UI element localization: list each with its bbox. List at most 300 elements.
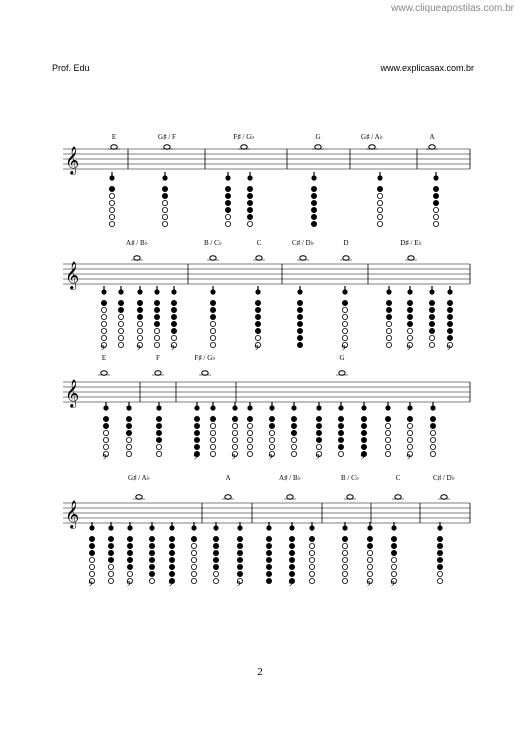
open-hole: [137, 328, 142, 333]
closed-hole: [430, 423, 435, 428]
closed-hole: [237, 550, 242, 555]
whole-note: [441, 495, 447, 499]
open-hole: [162, 200, 167, 205]
octave-key-dot: [89, 525, 94, 530]
closed-hole: [266, 564, 271, 569]
note-name-label: G♯ / A♭: [128, 474, 150, 482]
closed-hole: [169, 564, 174, 569]
octave-key-dot: [103, 405, 108, 410]
open-hole: [191, 557, 196, 562]
closed-hole: [149, 564, 154, 569]
open-hole: [156, 451, 161, 456]
closed-hole: [237, 564, 242, 569]
octave-key-dot: [101, 289, 106, 294]
closed-hole: [149, 536, 154, 541]
closed-hole: [429, 307, 434, 312]
open-hole: [210, 423, 215, 428]
open-hole: [191, 543, 196, 548]
side-key-scroll-icon: 𝄢: [446, 345, 452, 355]
open-hole: [430, 430, 435, 435]
closed-hole: [108, 543, 113, 548]
side-key-scroll-icon: 𝄢: [366, 581, 372, 591]
closed-hole: [213, 557, 218, 562]
open-hole: [309, 571, 314, 576]
closed-hole: [407, 314, 412, 319]
note-name-label: E: [101, 354, 107, 362]
closed-hole: [377, 186, 382, 191]
side-key-scroll-icon: 𝄢: [236, 581, 242, 591]
open-hole: [385, 423, 390, 428]
closed-hole: [169, 550, 174, 555]
closed-hole: [255, 321, 260, 326]
note-name-label: F♯ / G♭: [194, 354, 216, 362]
note-name-label: D: [343, 239, 349, 247]
octave-key-dot: [255, 289, 260, 294]
closed-hole: [269, 423, 274, 428]
open-hole: [210, 430, 215, 435]
closed-hole: [316, 430, 321, 435]
closed-hole: [118, 307, 123, 312]
closed-hole: [385, 416, 390, 421]
closed-hole: [289, 536, 294, 541]
whole-note: [111, 145, 117, 149]
closed-hole: [194, 430, 199, 435]
closed-hole: [437, 557, 442, 562]
closed-hole: [171, 307, 176, 312]
open-hole: [210, 335, 215, 340]
octave-key-dot: [316, 405, 321, 410]
closed-hole: [437, 543, 442, 548]
open-hole: [103, 430, 108, 435]
closed-hole: [309, 536, 314, 541]
closed-hole: [171, 314, 176, 319]
closed-hole: [311, 200, 316, 205]
closed-hole: [126, 430, 131, 435]
closed-hole: [232, 416, 237, 421]
open-hole: [342, 314, 347, 319]
open-hole: [109, 214, 114, 219]
side-key-scroll-icon: 𝄢: [136, 345, 142, 355]
open-hole: [101, 307, 106, 312]
open-hole: [210, 444, 215, 449]
open-hole: [342, 564, 347, 569]
open-hole: [377, 214, 382, 219]
closed-hole: [297, 335, 302, 340]
open-hole: [377, 193, 382, 198]
closed-hole: [407, 416, 412, 421]
closed-hole: [225, 200, 230, 205]
closed-hole: [194, 437, 199, 442]
closed-hole: [108, 550, 113, 555]
octave-key-dot: [237, 525, 242, 530]
open-hole: [377, 207, 382, 212]
closed-hole: [311, 193, 316, 198]
open-hole: [171, 335, 176, 340]
note-name-label: C: [256, 239, 262, 247]
closed-hole: [266, 536, 271, 541]
open-hole: [377, 221, 382, 226]
closed-hole: [316, 423, 321, 428]
open-hole: [191, 564, 196, 569]
closed-hole: [297, 314, 302, 319]
open-hole: [316, 444, 321, 449]
closed-hole: [127, 564, 132, 569]
open-hole: [118, 328, 123, 333]
whole-note: [210, 256, 216, 260]
open-hole: [429, 335, 434, 340]
closed-hole: [210, 314, 215, 319]
octave-key-dot: [269, 405, 274, 410]
open-hole: [118, 314, 123, 319]
open-hole: [391, 557, 396, 562]
open-hole: [433, 221, 438, 226]
closed-hole: [386, 307, 391, 312]
open-hole: [342, 335, 347, 340]
closed-hole: [289, 557, 294, 562]
closed-hole: [291, 416, 296, 421]
open-hole: [433, 207, 438, 212]
closed-hole: [338, 416, 343, 421]
note-name-label: A: [429, 133, 435, 141]
closed-hole: [127, 550, 132, 555]
closed-hole: [361, 437, 366, 442]
watermark[interactable]: www.cliqueapostilas.com.br: [391, 3, 514, 14]
closed-hole: [213, 550, 218, 555]
note-name-label: F: [156, 354, 160, 362]
open-hole: [429, 342, 434, 347]
octave-key-dot: [210, 405, 215, 410]
closed-hole: [429, 314, 434, 319]
octave-key-dot: [437, 525, 442, 530]
open-hole: [191, 578, 196, 583]
open-hole: [109, 221, 114, 226]
octave-key-dot: [108, 525, 113, 530]
side-key-scroll-icon: 𝄢: [168, 581, 174, 591]
closed-hole: [430, 416, 435, 421]
open-hole: [342, 307, 347, 312]
closed-hole: [154, 321, 159, 326]
closed-hole: [433, 186, 438, 191]
open-hole: [367, 571, 372, 576]
open-hole: [430, 451, 435, 456]
whole-note: [225, 495, 231, 499]
open-hole: [385, 444, 390, 449]
whole-note: [347, 495, 353, 499]
closed-hole: [429, 321, 434, 326]
open-hole: [407, 430, 412, 435]
website-label: www.explicasax.com.br: [380, 63, 474, 73]
note-name-label: G♯ / F: [158, 133, 176, 141]
treble-clef-icon: 𝄞: [65, 379, 80, 407]
octave-key-dot: [430, 405, 435, 410]
open-hole: [407, 335, 412, 340]
closed-hole: [291, 430, 296, 435]
closed-hole: [391, 536, 396, 541]
octave-key-dot: [162, 175, 167, 180]
closed-hole: [437, 536, 442, 541]
closed-hole: [289, 543, 294, 548]
open-hole: [108, 571, 113, 576]
closed-hole: [169, 536, 174, 541]
whole-note: [134, 256, 140, 260]
closed-hole: [171, 328, 176, 333]
whole-note: [287, 495, 293, 499]
open-hole: [367, 564, 372, 569]
closed-hole: [386, 300, 391, 305]
treble-clef-icon: 𝄞: [65, 146, 80, 174]
closed-hole: [194, 423, 199, 428]
closed-hole: [169, 571, 174, 576]
open-hole: [309, 564, 314, 569]
closed-hole: [338, 444, 343, 449]
open-hole: [386, 321, 391, 326]
open-hole: [232, 430, 237, 435]
octave-key-dot: [385, 405, 390, 410]
open-hole: [126, 451, 131, 456]
closed-hole: [407, 307, 412, 312]
open-hole: [225, 221, 230, 226]
whole-note: [369, 145, 375, 149]
octave-key-dot: [342, 525, 347, 530]
open-hole: [430, 444, 435, 449]
open-hole: [213, 578, 218, 583]
closed-hole: [437, 550, 442, 555]
octave-key-dot: [171, 289, 176, 294]
open-hole: [407, 423, 412, 428]
octave-key-dot: [433, 175, 438, 180]
closed-hole: [103, 423, 108, 428]
open-hole: [386, 342, 391, 347]
side-key-scroll-icon: 𝄢: [315, 454, 321, 464]
closed-hole: [361, 430, 366, 435]
open-hole: [191, 550, 196, 555]
octave-key-dot: [391, 525, 396, 530]
side-key-scroll-icon: 𝄢: [102, 454, 108, 464]
whole-note: [429, 145, 435, 149]
open-hole: [89, 564, 94, 569]
closed-hole: [137, 300, 142, 305]
octave-key-dot: [367, 525, 372, 530]
open-hole: [385, 437, 390, 442]
octave-key-dot: [118, 289, 123, 294]
open-hole: [391, 564, 396, 569]
open-hole: [137, 321, 142, 326]
octave-key-dot: [213, 525, 218, 530]
closed-hole: [255, 307, 260, 312]
open-hole: [386, 335, 391, 340]
open-hole: [103, 437, 108, 442]
closed-hole: [89, 543, 94, 548]
open-hole: [342, 550, 347, 555]
open-hole: [101, 321, 106, 326]
octave-key-dot: [407, 405, 412, 410]
closed-hole: [109, 186, 114, 191]
open-hole: [291, 437, 296, 442]
closed-hole: [149, 543, 154, 548]
octave-key-dot: [386, 289, 391, 294]
closed-hole: [311, 214, 316, 219]
closed-hole: [447, 321, 452, 326]
open-hole: [109, 193, 114, 198]
open-hole: [101, 328, 106, 333]
closed-hole: [126, 423, 131, 428]
side-key-scroll-icon: 𝄢: [254, 345, 260, 355]
open-hole: [407, 328, 412, 333]
open-hole: [377, 200, 382, 205]
closed-hole: [156, 430, 161, 435]
closed-hole: [437, 564, 442, 569]
octave-key-dot: [297, 289, 302, 294]
closed-hole: [171, 321, 176, 326]
open-hole: [154, 342, 159, 347]
open-hole: [269, 437, 274, 442]
note-name-label: B / C♭: [340, 474, 360, 482]
whole-note: [339, 371, 345, 375]
note-name-label: C♯ / D♭: [433, 474, 455, 482]
side-key-scroll-icon: 𝄢: [193, 454, 199, 464]
note-name-label: C: [395, 474, 401, 482]
closed-hole: [162, 193, 167, 198]
closed-hole: [169, 543, 174, 548]
open-hole: [437, 571, 442, 576]
open-hole: [154, 335, 159, 340]
note-name-label: B / C♭: [203, 239, 223, 247]
closed-hole: [103, 416, 108, 421]
open-hole: [342, 321, 347, 326]
whole-note: [343, 256, 349, 260]
octave-key-dot: [429, 289, 434, 294]
closed-hole: [154, 300, 159, 305]
closed-hole: [386, 314, 391, 319]
side-key-scroll-icon: 𝄢: [268, 454, 274, 464]
closed-hole: [289, 550, 294, 555]
closed-hole: [149, 550, 154, 555]
open-hole: [109, 200, 114, 205]
closed-hole: [127, 536, 132, 541]
treble-clef-icon: 𝄞: [65, 261, 80, 289]
open-hole: [225, 214, 230, 219]
closed-hole: [289, 571, 294, 576]
closed-hole: [391, 543, 396, 548]
closed-hole: [127, 543, 132, 548]
closed-hole: [213, 536, 218, 541]
open-hole: [137, 335, 142, 340]
open-hole: [342, 557, 347, 562]
open-hole: [247, 444, 252, 449]
closed-hole: [407, 321, 412, 326]
open-hole: [385, 451, 390, 456]
open-hole: [162, 207, 167, 212]
treble-clef-icon: 𝄞: [65, 500, 80, 528]
closed-hole: [291, 423, 296, 428]
octave-key-dot: [210, 289, 215, 294]
closed-hole: [101, 300, 106, 305]
octave-key-dot: [311, 175, 316, 180]
closed-hole: [171, 300, 176, 305]
open-hole: [309, 550, 314, 555]
closed-hole: [433, 200, 438, 205]
closed-hole: [429, 328, 434, 333]
closed-hole: [213, 564, 218, 569]
octave-key-dot: [289, 525, 294, 530]
open-hole: [342, 578, 347, 583]
open-hole: [118, 321, 123, 326]
octave-key-dot: [247, 175, 252, 180]
octave-key-dot: [447, 289, 452, 294]
closed-hole: [447, 314, 452, 319]
open-hole: [108, 578, 113, 583]
closed-hole: [361, 444, 366, 449]
closed-hole: [108, 557, 113, 562]
side-key-scroll-icon: 𝄢: [100, 345, 106, 355]
octave-key-dot: [309, 525, 314, 530]
closed-hole: [225, 207, 230, 212]
octave-key-dot: [149, 525, 154, 530]
closed-hole: [311, 186, 316, 191]
open-hole: [269, 430, 274, 435]
whole-note: [300, 256, 306, 260]
open-hole: [210, 328, 215, 333]
open-hole: [247, 437, 252, 442]
closed-hole: [297, 307, 302, 312]
closed-hole: [156, 423, 161, 428]
octave-key-dot: [156, 405, 161, 410]
open-hole: [342, 543, 347, 548]
open-hole: [367, 557, 372, 562]
octave-key-dot: [127, 525, 132, 530]
closed-hole: [210, 300, 215, 305]
side-key-scroll-icon: 𝄢: [126, 581, 132, 591]
whole-note: [241, 145, 247, 149]
closed-hole: [210, 416, 215, 421]
side-key-scroll-icon: 𝄢: [288, 581, 294, 591]
octave-key-dot: [109, 175, 114, 180]
open-hole: [255, 335, 260, 340]
open-hole: [127, 571, 132, 576]
whole-note: [136, 495, 142, 499]
closed-hole: [237, 536, 242, 541]
closed-hole: [162, 186, 167, 191]
whole-note: [164, 145, 170, 149]
open-hole: [156, 444, 161, 449]
open-hole: [385, 430, 390, 435]
closed-hole: [297, 342, 302, 347]
note-name-label: A: [225, 474, 231, 482]
closed-hole: [118, 300, 123, 305]
closed-hole: [194, 416, 199, 421]
closed-hole: [149, 571, 154, 576]
octave-key-dot: [169, 525, 174, 530]
open-hole: [103, 444, 108, 449]
open-hole: [407, 437, 412, 442]
whole-note: [101, 371, 107, 375]
open-hole: [386, 328, 391, 333]
closed-hole: [154, 314, 159, 319]
open-hole: [109, 207, 114, 212]
side-key-scroll-icon: 𝄢: [406, 345, 412, 355]
whole-note: [155, 371, 161, 375]
closed-hole: [237, 571, 242, 576]
octave-key-dot: [377, 175, 382, 180]
octave-key-dot: [361, 405, 366, 410]
closed-hole: [126, 416, 131, 421]
closed-hole: [156, 437, 161, 442]
closed-hole: [225, 186, 230, 191]
closed-hole: [89, 550, 94, 555]
side-key-scroll-icon: 𝄢: [390, 581, 396, 591]
closed-hole: [316, 416, 321, 421]
closed-hole: [266, 578, 271, 583]
